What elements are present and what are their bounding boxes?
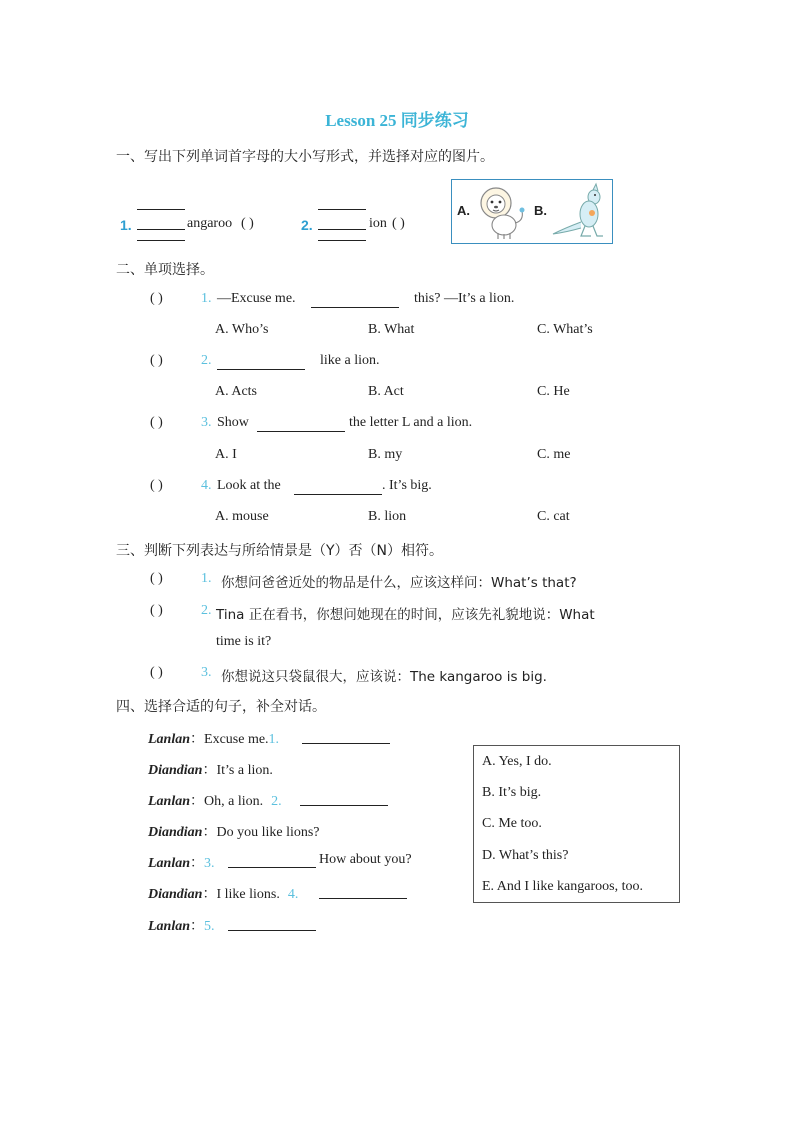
answer-blank[interactable] — [228, 930, 316, 931]
option-c[interactable]: C. cat — [537, 509, 570, 524]
answer-paren[interactable]: ( ) — [150, 571, 163, 586]
section-2-heading: 二、单项选择。 — [116, 262, 214, 278]
blank-number: 5. — [204, 919, 215, 934]
item-number: 2. — [301, 217, 313, 233]
blank-number: 4. — [287, 887, 299, 902]
option-b[interactable]: B. lion — [368, 509, 407, 524]
dialogue-line — [148, 821, 320, 841]
question-text: like a lion. — [320, 353, 380, 368]
answer-paren[interactable]: ( ) — [150, 665, 163, 680]
speaker: Lanlan — [148, 919, 191, 934]
answer-blank[interactable] — [302, 743, 390, 744]
option-b[interactable]: B. my — [368, 447, 403, 462]
answer-line-2a[interactable] — [318, 209, 366, 210]
picture-choices-box — [451, 179, 613, 244]
dialogue-line — [148, 883, 298, 903]
answer-blank[interactable] — [228, 867, 316, 868]
separator: ： — [202, 763, 217, 778]
dialogue-line — [148, 759, 273, 779]
question-number: 3. — [201, 665, 212, 680]
item-number: 1. — [120, 217, 132, 233]
separator: ： — [202, 887, 217, 902]
statement-text: 你想说这只袋鼠很大，应该说：The kangaroo is big. — [221, 669, 547, 685]
answer-paren[interactable]: ( ) — [150, 415, 163, 430]
speaker: Diandian — [148, 887, 203, 902]
question-text: —Excuse me. — [217, 291, 296, 306]
line-text: How about you? — [319, 852, 412, 867]
choice-e: E. And I like kangaroos, too. — [482, 879, 643, 894]
line-text: Do you like lions? — [216, 825, 320, 840]
section-1-heading: 一、写出下列单词首字母的大小写形式，并选择对应的图片。 — [116, 149, 494, 165]
option-c[interactable]: C. He — [537, 384, 570, 399]
answer-paren[interactable]: ( ) — [150, 353, 163, 368]
answer-blank[interactable] — [217, 369, 305, 370]
word-fragment: angaroo — [187, 216, 233, 231]
separator: ： — [202, 825, 217, 840]
line-text: Oh, a lion. — [204, 794, 264, 809]
option-b[interactable]: B. Act — [368, 384, 404, 399]
answer-paren[interactable]: ( ) — [392, 216, 405, 231]
line-text: It’s a lion. — [216, 763, 273, 778]
answer-blank[interactable] — [257, 431, 345, 432]
question-number: 3. — [201, 415, 212, 430]
choice-b-label: B. — [534, 203, 547, 218]
answer-blank[interactable] — [311, 307, 399, 308]
choice-b: B. It’s big. — [482, 785, 542, 800]
question-number: 2. — [201, 603, 212, 618]
answer-paren[interactable]: ( ) — [150, 603, 163, 618]
speaker: Lanlan — [148, 856, 191, 871]
dialogue-line — [148, 728, 279, 748]
statement-text: Tina 正在看书，你想问她现在的时间，应该先礼貌地说：What — [216, 607, 595, 623]
sentence-choices-box — [473, 745, 680, 903]
answer-paren[interactable]: ( ) — [150, 478, 163, 493]
question-number: 2. — [201, 353, 212, 368]
choice-a-label: A. — [457, 203, 470, 218]
answer-paren[interactable]: ( ) — [150, 291, 163, 306]
blank-number: 1. — [268, 732, 280, 747]
answer-line-1b[interactable] — [137, 229, 185, 230]
statement-text: 你想问爸爸近处的物品是什么，应该这样问：What’s that? — [221, 575, 577, 591]
choice-a: A. Yes, I do. — [482, 754, 552, 769]
page-title: Lesson 25 同步练习 — [325, 111, 469, 130]
answer-line-2b[interactable] — [318, 229, 366, 230]
statement-text-cont: time is it? — [216, 634, 272, 649]
option-a[interactable]: A. Acts — [215, 384, 257, 399]
option-c[interactable]: C. me — [537, 447, 571, 462]
question-text: . It’s big. — [382, 478, 432, 493]
section-3-heading: 三、判断下列表达与所给情景是（Y）否（N）相符。 — [116, 543, 444, 559]
word-fragment: ion — [369, 216, 387, 231]
question-text: the letter L and a lion. — [349, 415, 473, 430]
blank-number: 2. — [271, 794, 282, 809]
question-number: 1. — [201, 571, 212, 586]
lion-picture — [474, 183, 534, 241]
answer-line-2c[interactable] — [318, 240, 366, 241]
answer-blank[interactable] — [319, 898, 407, 899]
answer-blank[interactable] — [294, 494, 382, 495]
speaker: Diandian — [148, 763, 203, 778]
question-text: Look at the — [217, 478, 281, 493]
separator: ： — [190, 732, 205, 747]
option-a[interactable]: A. Who’s — [215, 322, 269, 337]
speaker: Diandian — [148, 825, 203, 840]
line-text: I like lions. — [216, 887, 280, 902]
answer-blank[interactable] — [300, 805, 388, 806]
dialogue-line — [148, 915, 215, 935]
kangaroo-picture — [551, 182, 609, 240]
speaker: Lanlan — [148, 794, 191, 809]
separator: ： — [190, 919, 205, 934]
section-4-heading: 四、选择合适的句子，补全对话。 — [116, 699, 326, 715]
option-a[interactable]: A. I — [215, 447, 237, 462]
dialogue-line — [148, 852, 215, 872]
line-text: Excuse me. — [204, 732, 269, 747]
choice-d: D. What’s this? — [482, 848, 569, 863]
blank-number: 3. — [204, 856, 215, 871]
dialogue-line — [148, 790, 282, 810]
option-a[interactable]: A. mouse — [215, 509, 269, 524]
separator: ： — [190, 856, 205, 871]
question-number: 4. — [201, 478, 212, 493]
answer-paren[interactable]: ( ) — [241, 216, 254, 231]
choice-c: C. Me too. — [482, 816, 542, 831]
speaker: Lanlan — [148, 732, 191, 747]
answer-line-1c[interactable] — [137, 240, 185, 241]
question-text: Show — [217, 415, 249, 430]
option-c[interactable]: C. What’s — [537, 322, 593, 337]
question-number: 1. — [201, 291, 212, 306]
answer-line-1a[interactable] — [137, 209, 185, 210]
question-text: this? —It’s a lion. — [414, 291, 515, 306]
separator: ： — [190, 794, 205, 809]
option-b[interactable]: B. What — [368, 322, 415, 337]
